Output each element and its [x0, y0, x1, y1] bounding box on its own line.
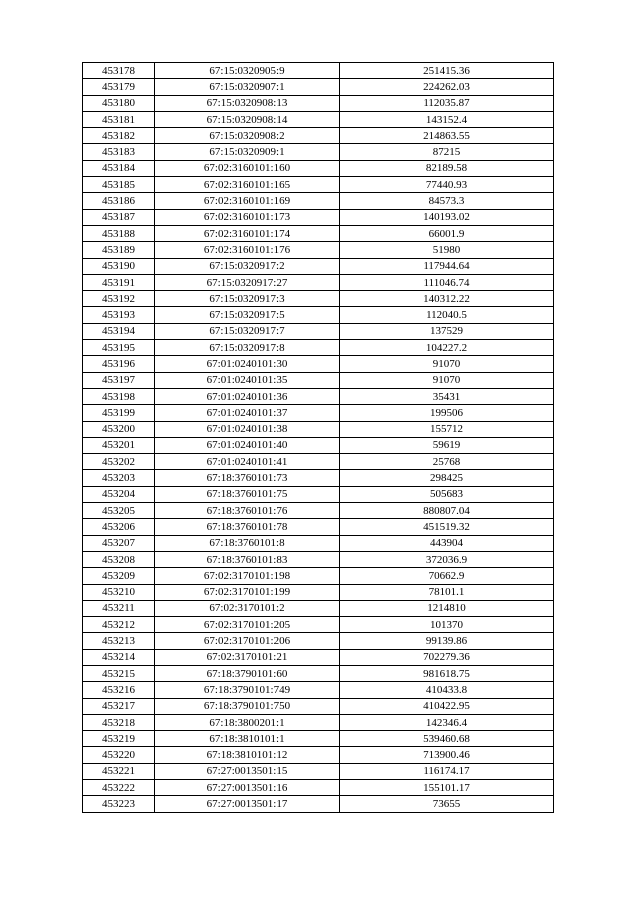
- value-cell: 539460.68: [340, 731, 554, 747]
- cadastral-number-cell: 67:18:3760101:83: [155, 551, 340, 567]
- table-row: [83, 160, 554, 176]
- record-id-cell: 453220: [83, 747, 155, 763]
- value-cell: 78101.1: [340, 584, 554, 600]
- value-cell: 112040.5: [340, 307, 554, 323]
- cadastral-number-cell: 67:18:3760101:75: [155, 486, 340, 502]
- record-id-cell: 453187: [83, 209, 155, 225]
- value-cell: 87215: [340, 144, 554, 160]
- record-id-cell: 453209: [83, 568, 155, 584]
- value-cell: 140312.22: [340, 291, 554, 307]
- table-row: [83, 63, 554, 79]
- table-row: [83, 405, 554, 421]
- record-id-cell: 453193: [83, 307, 155, 323]
- table-row: [83, 372, 554, 388]
- records-table: [82, 62, 554, 813]
- value-cell: 702279.36: [340, 649, 554, 665]
- cadastral-number-cell: 67:02:3170101:21: [155, 649, 340, 665]
- table-row: [83, 274, 554, 290]
- record-id-cell: 453199: [83, 405, 155, 421]
- table-row: [83, 209, 554, 225]
- value-cell: 77440.93: [340, 177, 554, 193]
- value-cell: 104227.2: [340, 340, 554, 356]
- cadastral-number-cell: 67:18:3760101:8: [155, 535, 340, 551]
- record-id-cell: 453207: [83, 535, 155, 551]
- table-row: [83, 421, 554, 437]
- cadastral-number-cell: 67:18:3790101:749: [155, 682, 340, 698]
- cadastral-number-cell: 67:01:0240101:41: [155, 454, 340, 470]
- cadastral-number-cell: 67:18:3760101:76: [155, 503, 340, 519]
- table-row: [83, 780, 554, 796]
- cadastral-number-cell: 67:18:3760101:73: [155, 470, 340, 486]
- table-row: [83, 796, 554, 812]
- cadastral-number-cell: 67:18:3790101:750: [155, 698, 340, 714]
- value-cell: 443904: [340, 535, 554, 551]
- value-cell: 91070: [340, 372, 554, 388]
- cadastral-number-cell: 67:15:0320905:9: [155, 63, 340, 79]
- value-cell: 140193.02: [340, 209, 554, 225]
- record-id-cell: 453201: [83, 437, 155, 453]
- record-id-cell: 453189: [83, 242, 155, 258]
- value-cell: 505683: [340, 486, 554, 502]
- table-row: [83, 519, 554, 535]
- cadastral-number-cell: 67:01:0240101:30: [155, 356, 340, 372]
- value-cell: 35431: [340, 388, 554, 404]
- cadastral-number-cell: 67:02:3160101:176: [155, 242, 340, 258]
- cadastral-number-cell: 67:02:3160101:169: [155, 193, 340, 209]
- record-id-cell: 453181: [83, 111, 155, 127]
- value-cell: 59619: [340, 437, 554, 453]
- table-row: [83, 682, 554, 698]
- record-id-cell: 453222: [83, 780, 155, 796]
- cadastral-number-cell: 67:02:3170101:199: [155, 584, 340, 600]
- value-cell: 155712: [340, 421, 554, 437]
- record-id-cell: 453190: [83, 258, 155, 274]
- value-cell: 51980: [340, 242, 554, 258]
- cadastral-number-cell: 67:02:3160101:165: [155, 177, 340, 193]
- cadastral-number-cell: 67:02:3170101:2: [155, 600, 340, 616]
- table-row: [83, 568, 554, 584]
- value-cell: 112035.87: [340, 95, 554, 111]
- record-id-cell: 453205: [83, 503, 155, 519]
- value-cell: 981618.75: [340, 665, 554, 681]
- value-cell: 372036.9: [340, 551, 554, 567]
- value-cell: 713900.46: [340, 747, 554, 763]
- cadastral-number-cell: 67:27:0013501:16: [155, 780, 340, 796]
- record-id-cell: 453215: [83, 665, 155, 681]
- cadastral-number-cell: 67:18:3760101:78: [155, 519, 340, 535]
- table-row: [83, 551, 554, 567]
- value-cell: 117944.64: [340, 258, 554, 274]
- record-id-cell: 453198: [83, 388, 155, 404]
- record-id-cell: 453223: [83, 796, 155, 812]
- record-id-cell: 453183: [83, 144, 155, 160]
- value-cell: 214863.55: [340, 128, 554, 144]
- record-id-cell: 453216: [83, 682, 155, 698]
- table-row: [83, 747, 554, 763]
- table-row: [83, 388, 554, 404]
- table-row: [83, 617, 554, 633]
- record-id-cell: 453185: [83, 177, 155, 193]
- value-cell: 82189.58: [340, 160, 554, 176]
- record-id-cell: 453217: [83, 698, 155, 714]
- value-cell: 73655: [340, 796, 554, 812]
- cadastral-number-cell: 67:18:3790101:60: [155, 665, 340, 681]
- table-row: [83, 665, 554, 681]
- table-row: [83, 242, 554, 258]
- cadastral-number-cell: 67:15:0320917:3: [155, 291, 340, 307]
- cadastral-number-cell: 67:15:0320909:1: [155, 144, 340, 160]
- cadastral-number-cell: 67:27:0013501:15: [155, 763, 340, 779]
- record-id-cell: 453179: [83, 79, 155, 95]
- record-id-cell: 453184: [83, 160, 155, 176]
- table-row: [83, 470, 554, 486]
- record-id-cell: 453219: [83, 731, 155, 747]
- table-row: [83, 193, 554, 209]
- cadastral-number-cell: 67:18:3810101:12: [155, 747, 340, 763]
- record-id-cell: 453186: [83, 193, 155, 209]
- cadastral-number-cell: 67:02:3160101:173: [155, 209, 340, 225]
- table-row: [83, 128, 554, 144]
- table-row: [83, 454, 554, 470]
- value-cell: 1214810: [340, 600, 554, 616]
- table-row: [83, 95, 554, 111]
- cadastral-number-cell: 67:02:3160101:160: [155, 160, 340, 176]
- table-row: [83, 714, 554, 730]
- value-cell: 251415.36: [340, 63, 554, 79]
- record-id-cell: 453196: [83, 356, 155, 372]
- cadastral-number-cell: 67:02:3170101:206: [155, 633, 340, 649]
- cadastral-number-cell: 67:01:0240101:35: [155, 372, 340, 388]
- record-id-cell: 453194: [83, 323, 155, 339]
- cadastral-number-cell: 67:15:0320917:27: [155, 274, 340, 290]
- table-row: [83, 731, 554, 747]
- cadastral-number-cell: 67:02:3160101:174: [155, 225, 340, 241]
- table-row: [83, 111, 554, 127]
- record-id-cell: 453203: [83, 470, 155, 486]
- value-cell: 451519.32: [340, 519, 554, 535]
- record-id-cell: 453206: [83, 519, 155, 535]
- table-row: [83, 763, 554, 779]
- cadastral-number-cell: 67:15:0320917:8: [155, 340, 340, 356]
- records-table-body: [83, 63, 554, 813]
- cadastral-number-cell: 67:15:0320917:5: [155, 307, 340, 323]
- record-id-cell: 453200: [83, 421, 155, 437]
- value-cell: 199506: [340, 405, 554, 421]
- record-id-cell: 453208: [83, 551, 155, 567]
- value-cell: 155101.17: [340, 780, 554, 796]
- record-id-cell: 453202: [83, 454, 155, 470]
- value-cell: 25768: [340, 454, 554, 470]
- cadastral-number-cell: 67:15:0320917:7: [155, 323, 340, 339]
- cadastral-number-cell: 67:15:0320908:13: [155, 95, 340, 111]
- table-row: [83, 307, 554, 323]
- record-id-cell: 453191: [83, 274, 155, 290]
- record-id-cell: 453192: [83, 291, 155, 307]
- record-id-cell: 453178: [83, 63, 155, 79]
- cadastral-number-cell: 67:18:3800201:1: [155, 714, 340, 730]
- table-row: [83, 503, 554, 519]
- table-row: [83, 535, 554, 551]
- table-row: [83, 291, 554, 307]
- value-cell: 298425: [340, 470, 554, 486]
- cadastral-number-cell: 67:02:3170101:198: [155, 568, 340, 584]
- record-id-cell: 453188: [83, 225, 155, 241]
- table-row: [83, 258, 554, 274]
- cadastral-number-cell: 67:15:0320908:14: [155, 111, 340, 127]
- table-row: [83, 356, 554, 372]
- record-id-cell: 453214: [83, 649, 155, 665]
- value-cell: 101370: [340, 617, 554, 633]
- record-id-cell: 453211: [83, 600, 155, 616]
- value-cell: 143152.4: [340, 111, 554, 127]
- cadastral-number-cell: 67:27:0013501:17: [155, 796, 340, 812]
- table-row: [83, 79, 554, 95]
- table-row: [83, 649, 554, 665]
- value-cell: 91070: [340, 356, 554, 372]
- cadastral-number-cell: 67:01:0240101:36: [155, 388, 340, 404]
- cadastral-number-cell: 67:18:3810101:1: [155, 731, 340, 747]
- cadastral-number-cell: 67:01:0240101:37: [155, 405, 340, 421]
- value-cell: 111046.74: [340, 274, 554, 290]
- record-id-cell: 453212: [83, 617, 155, 633]
- cadastral-number-cell: 67:01:0240101:38: [155, 421, 340, 437]
- value-cell: 99139.86: [340, 633, 554, 649]
- table-row: [83, 225, 554, 241]
- table-row: [83, 144, 554, 160]
- record-id-cell: 453197: [83, 372, 155, 388]
- value-cell: 116174.17: [340, 763, 554, 779]
- record-id-cell: 453182: [83, 128, 155, 144]
- table-row: [83, 323, 554, 339]
- record-id-cell: 453221: [83, 763, 155, 779]
- value-cell: 410422.95: [340, 698, 554, 714]
- record-id-cell: 453218: [83, 714, 155, 730]
- value-cell: 70662.9: [340, 568, 554, 584]
- table-row: [83, 600, 554, 616]
- value-cell: 410433.8: [340, 682, 554, 698]
- value-cell: 137529: [340, 323, 554, 339]
- cadastral-number-cell: 67:02:3170101:205: [155, 617, 340, 633]
- table-row: [83, 698, 554, 714]
- table-row: [83, 340, 554, 356]
- cadastral-number-cell: 67:15:0320908:2: [155, 128, 340, 144]
- table-row: [83, 437, 554, 453]
- record-id-cell: 453210: [83, 584, 155, 600]
- value-cell: 142346.4: [340, 714, 554, 730]
- cadastral-number-cell: 67:15:0320907:1: [155, 79, 340, 95]
- table-row: [83, 633, 554, 649]
- record-id-cell: 453195: [83, 340, 155, 356]
- cadastral-number-cell: 67:01:0240101:40: [155, 437, 340, 453]
- record-id-cell: 453204: [83, 486, 155, 502]
- value-cell: 224262.03: [340, 79, 554, 95]
- cadastral-number-cell: 67:15:0320917:2: [155, 258, 340, 274]
- value-cell: 66001.9: [340, 225, 554, 241]
- value-cell: 880807.04: [340, 503, 554, 519]
- record-id-cell: 453213: [83, 633, 155, 649]
- table-row: [83, 486, 554, 502]
- table-row: [83, 584, 554, 600]
- record-id-cell: 453180: [83, 95, 155, 111]
- value-cell: 84573.3: [340, 193, 554, 209]
- table-row: [83, 177, 554, 193]
